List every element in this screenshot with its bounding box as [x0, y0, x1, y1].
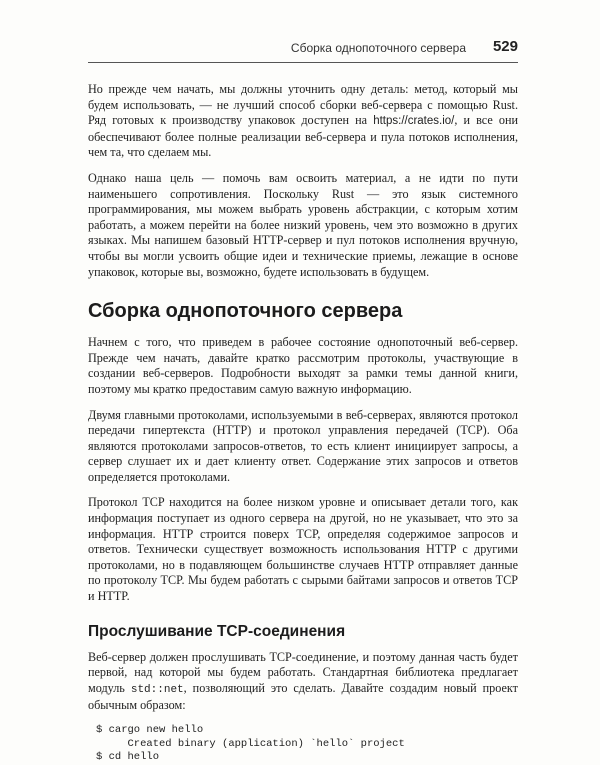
- paragraph-start: Начнем с того, что приведем в рабочее состояние однопоточный веб-сервер. Прежде чем начать, давайте кратко рассмотрим протоколы, участвующие в создании веб-серверов. Подробности выходят за рамки темы данной книги, поэтому мы кратко предоставим самую важную информацию.: [88, 335, 518, 396]
- paragraph-tcp: Протокол TCP находится на более низком уровне и описывает детали того, как информация поступает из одного сервера на другой, но не указывает, что это за информация. HTTP строится поверх TCP, определяя содержимое запросов и ответов. Технически существует возможность использования HTTP с другими протоколами, но в подавляющем большинстве случаев HTTP отправляет данные по протоколу TCP. Мы будем работать с сырыми байтами запросов и ответов TCP и HTTP.: [88, 495, 518, 604]
- inline-code-std-net: std::net: [130, 683, 184, 696]
- subsection-heading: Прослушивание TCP-соединения: [88, 622, 346, 640]
- code-line: $ cargo new hello: [96, 724, 204, 736]
- paragraph-goal: Однако наша цель — помочь вам освоить материал, а не идти по пути наименьшего сопротивления. Поскольку Rust — это язык системного программирования, мы можем выбрать уровень абстракции, с которым хотим работать, а можем перейти на более низкий уровень, чем это возможно в других языках. Мы напишем базовый HTTP-сервер и пул потоков исполнения вручную, чтобы вы могли усвоить общие идеи и технические приемы, лежащие в основе упаковок, которые вы, возможно, будете использовать в будущем.: [88, 170, 518, 279]
- paragraph-intro-text-1: Но прежде чем начать, мы должны уточнить одну деталь: метод, который мы будем использовать, — не лучший способ сборки веб-сервера с помощью Rust. Ряд готовых к производству упаковок доступен на: [88, 82, 518, 128]
- running-title: Сборка однопоточного сервера: [290, 41, 466, 55]
- paragraph-protocols: Двумя главными протоколами, используемыми в веб-серверах, являются протокол передачи гипертекста (HTTP) и протокол управления передачей (TCP). Оба являются протоколами запросов-ответов, то есть клиент инициирует запросы, а сервер слушает их и дает клиенту ответ. Содержание этих запросов и ответов определяется протоколами.: [88, 407, 518, 484]
- paragraph-intro: [88, 82, 518, 161]
- code-block: [96, 724, 518, 765]
- code-line: $ cd hello: [96, 751, 160, 763]
- section-heading: Сборка однопоточного сервера: [88, 300, 403, 323]
- paragraph-intro-text-2: , и все они обеспечивают более полные реализации веб-сервера и пула потоков исполнения, чем та, что сделаем мы.: [88, 113, 519, 160]
- running-header: [88, 40, 518, 63]
- paragraph-listen: [88, 650, 518, 714]
- code-line: Created binary (application) `hello` project: [96, 737, 405, 750]
- page-body: [88, 82, 518, 765]
- page-number: 529: [492, 38, 518, 55]
- paragraph-listen-text-1: Веб-сервер должен прослушивать TCP-соединение, и поэтому данная часть будет первой, над которой мы будем работать. Стандартная библиотека предлагает модуль: [88, 649, 518, 695]
- crates-io-link[interactable]: https://crates.io/: [373, 115, 455, 128]
- paragraph-listen-text-2: , позволяющий это сделать. Давайте создадим новый проект обычным образом:: [88, 680, 519, 713]
